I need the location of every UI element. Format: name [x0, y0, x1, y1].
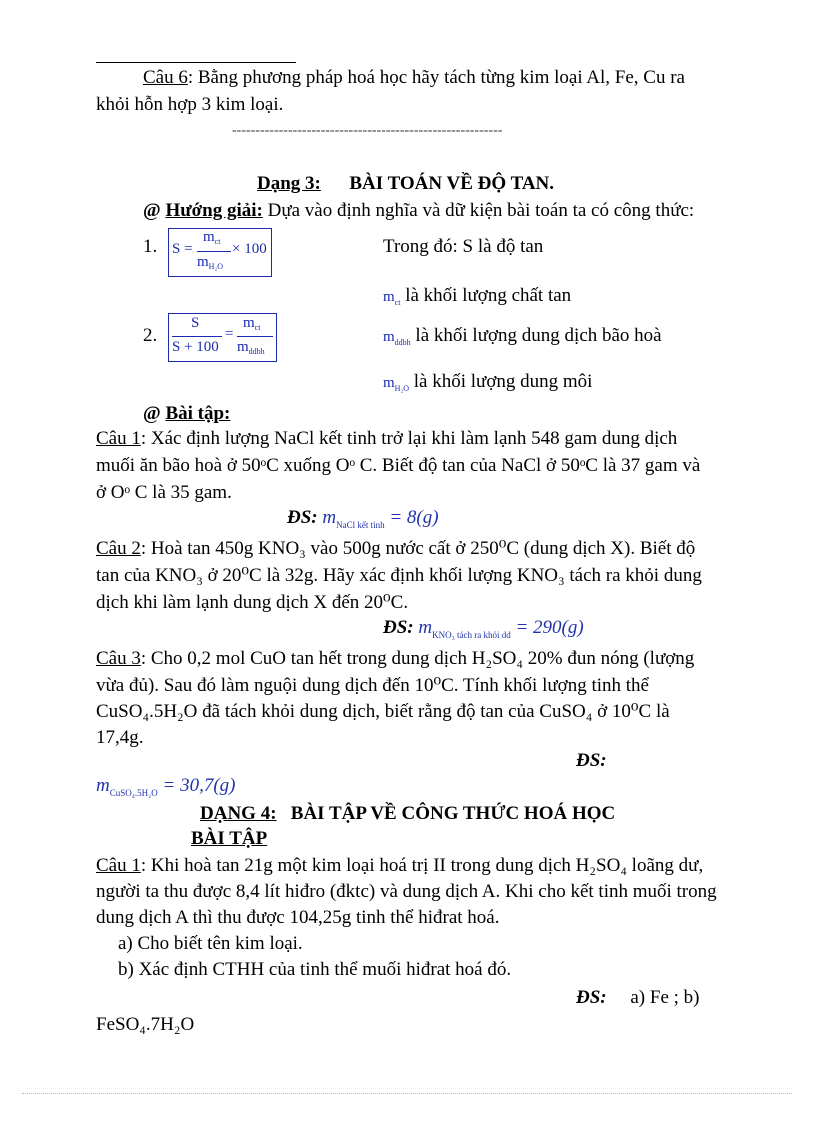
formula2-box: [168, 313, 277, 362]
formula2-number: 2.: [143, 325, 158, 346]
d3c1-ans-m: m: [322, 507, 337, 528]
q6-label: Câu 6: [143, 67, 188, 88]
d3c3-ans-sub: CuSO₄.5H₂O: [109, 787, 158, 798]
d3c1-answer: [287, 507, 439, 531]
f1-s: S =: [172, 241, 193, 257]
d3c3-ans-val: = 30,7(g): [157, 775, 236, 796]
d4c1-item-b: b) Xác định CTHH của tinh thể muối hiđrat hoá đó.: [118, 959, 512, 980]
f2-bot-m: m: [237, 339, 249, 355]
f2-bot: [237, 339, 265, 356]
d3c1-line1: [96, 428, 677, 451]
d3c3-ans-label: ĐS:: [576, 750, 607, 771]
d3c1-text1: : Xác định lượng NaCl kết tinh trở lại khi làm lạnh 548 gam dung dịch: [140, 428, 678, 449]
d3c3-line2: vừa đủ). Sau đó làm nguội dung dịch đến 10⁰C. Tính khối lượng tinh thể: [96, 675, 649, 696]
d3c1-line2: muối ăn bão hoà ở 50ᵒC xuống Oᵒ C. Biết độ tan của NaCl ở 50ᵒC là 37 gam và: [96, 455, 701, 476]
dang4-label: DẠNG 4:: [200, 803, 277, 824]
d4c1-ans-text: a) Fe ; b): [630, 987, 700, 1008]
f2-s100: S + 100: [172, 339, 219, 355]
guide-line: [143, 200, 694, 223]
d4c1-answer: [576, 987, 700, 1010]
exercise-prefix: @: [143, 403, 166, 424]
d4c1-answer-line2: FeSO₄.7H₂O: [96, 1014, 195, 1035]
def-mh2o-sym: m: [383, 375, 395, 391]
dang4-heading: [200, 803, 615, 826]
d4c1-text1: : Khi hoà tan 21g một kim loại hoá trị II trong dung dịch H₂SO₄ loãng dư,: [140, 855, 704, 876]
def-mct-sub: ct: [394, 298, 401, 307]
f1-fraction-line: [197, 251, 231, 252]
exercise-label: Bài tập:: [165, 403, 231, 424]
d3c3-label: Câu 3: [96, 648, 141, 669]
f2-top-sub: ct: [254, 323, 261, 332]
f1-bot-sub: H₂O: [208, 262, 224, 271]
def-mddbh: [383, 325, 662, 348]
def-mddbh-sym: m: [383, 329, 395, 345]
def-mh2o-text: là khối lượng dung môi: [413, 371, 593, 392]
f1-times: × 100: [232, 241, 267, 257]
def-mh2o: [383, 371, 592, 394]
d3c1-label: Câu 1: [96, 428, 141, 449]
d4c1-line1: [96, 855, 703, 878]
dang3-label: Dạng 3:: [257, 173, 321, 194]
f1-top-m: m: [203, 229, 215, 245]
d4c1-line3: dung dịch A thì thu được 104,25g tinh thể hiđrat hoá.: [96, 907, 500, 928]
d3c2-ans-label: ĐS:: [383, 617, 414, 638]
f1-top-sub: ct: [214, 237, 221, 246]
d3c3-line1: [96, 648, 694, 671]
d3c3-line3: CuSO₄.5H₂O đã tách khỏi dung dịch, biết rằng độ tan của CuSO₄ ở 10⁰C là: [96, 701, 670, 722]
q6-line1: [143, 67, 685, 90]
f1-top: [203, 229, 220, 246]
d4c1-ans-label: ĐS:: [576, 987, 607, 1008]
d3c2-ans-formula: [418, 617, 583, 638]
q6-text1: : Bằng phương pháp hoá học hãy tách từng kim loại Al, Fe, Cu ra: [187, 67, 685, 88]
d3c1-ans-val: = 8(g): [384, 507, 439, 528]
d3c2-ans-sub: KNO₃ tách ra khỏi dd: [432, 629, 511, 640]
f1-bot-m: m: [197, 254, 209, 270]
f2-eq: =: [225, 326, 234, 342]
formula1-box: [168, 228, 272, 277]
d3c3-ans-formula: [96, 775, 236, 799]
def-mct: [383, 285, 571, 308]
dang3-heading: [257, 173, 554, 196]
d4c1-line2: người ta thu được 8,4 lít hiđro (đktc) và dung dịch A. Khi cho kết tinh muối trong: [96, 881, 717, 902]
footnote-rule: [96, 62, 296, 63]
d3c1-ans-sub: NaCl kết tinh: [336, 519, 385, 530]
d3c2-line1: [96, 538, 695, 561]
def-mct-sym: m: [383, 289, 395, 305]
f1-bot: [197, 254, 223, 271]
d3c2-label: Câu 2: [96, 538, 141, 559]
d3c1-ans-formula: [322, 507, 438, 528]
d3c1-ans-label: ĐS:: [287, 507, 318, 528]
page-footer-rule: [22, 1093, 792, 1094]
d3c2-text1: : Hoà tan 450g KNO₃ vào 500g nước cất ở 250⁰C (dung dịch X). Biết độ: [140, 538, 696, 559]
d3c2-line3: dịch khi làm lạnh dung dịch X đến 20⁰C.: [96, 592, 409, 613]
def-mddbh-text: là khối lượng dung dịch bão hoà: [415, 325, 662, 346]
d3c1-line3: ở Oᵒ C là 35 gam.: [96, 482, 232, 503]
d3c3-line4: 17,4g.: [96, 727, 144, 748]
f2-top-m: m: [243, 315, 255, 331]
d3c2-line2: tan của KNO₃ ở 20⁰C là 32g. Hãy xác định khối lượng KNO₃ tách ra khỏi dung: [96, 565, 702, 586]
d4c1-label: Câu 1: [96, 855, 141, 876]
d3c2-answer: [383, 617, 584, 641]
def-mct-text: là khối lượng chất tan: [405, 285, 572, 306]
def-mddbh-sub: ddbh: [394, 338, 411, 347]
q6-line2: khỏi hỗn hợp 3 kim loại.: [96, 94, 284, 115]
def-s: Trong đó: S là độ tan: [383, 236, 544, 257]
dang4-subheading: BÀI TẬP: [191, 828, 268, 849]
d4c1-item-a: a) Cho biết tên kim loại.: [118, 933, 303, 954]
d3c3-ans-m: m: [96, 775, 110, 796]
def-mh2o-sub: H₂O: [394, 384, 410, 393]
separator: ----------------------------------------------------------: [232, 123, 503, 138]
d3c2-ans-m: m: [418, 617, 433, 638]
formula1-number: 1.: [143, 236, 158, 257]
f2-top: [243, 315, 260, 332]
guide-label: Hướng giải:: [165, 200, 263, 221]
d3c2-ans-val: = 290(g): [510, 617, 584, 638]
guide-prefix: @: [143, 200, 166, 221]
exercise-heading: [143, 403, 230, 426]
f2-bot-sub: ddbh: [248, 347, 265, 356]
f2-left-line: [172, 336, 222, 337]
f2-right-line: [237, 336, 273, 337]
dang4-title: BÀI TẬP VỀ CÔNG THỨC HOÁ HỌC: [290, 803, 616, 824]
dang3-title: BÀI TOÁN VỀ ĐỘ TAN.: [349, 173, 555, 194]
guide-text: Dựa vào định nghĩa và dữ kiện bài toán ta có công thức:: [262, 200, 695, 221]
d3c3-text1: : Cho 0,2 mol CuO tan hết trong dung dịch H₂SO₄ 20% đun nóng (lượng: [140, 648, 695, 669]
f2-s: S: [191, 315, 200, 331]
